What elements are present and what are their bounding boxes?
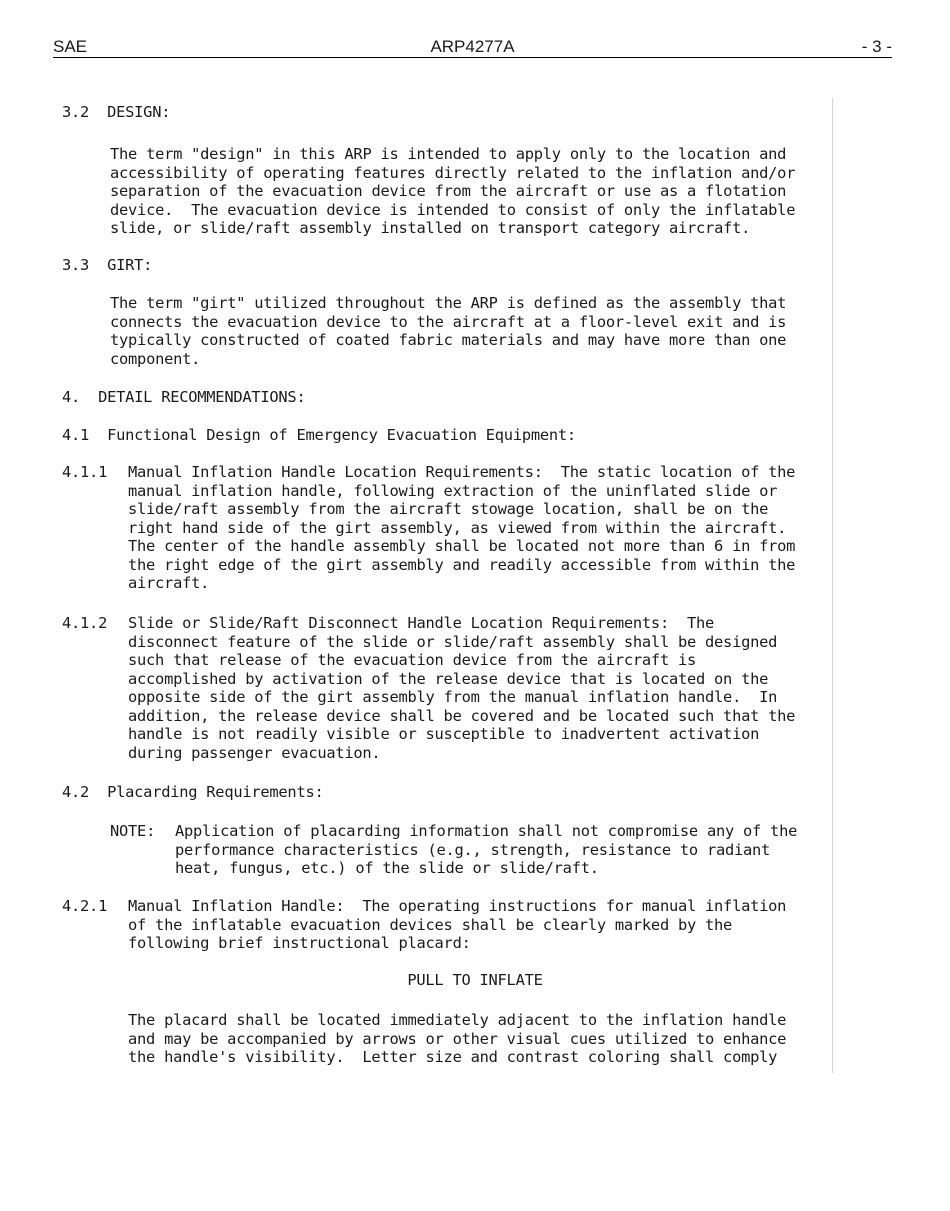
section-number: 4.2.1	[62, 897, 108, 915]
section-number: 4.	[62, 388, 81, 406]
text-line: separation of the evacuation device from the aircraft or use as a flotation	[110, 182, 787, 200]
text-line: such that release of the evacuation device from the aircraft is	[128, 651, 697, 669]
text-line: Slide or Slide/Raft Disconnect Handle Location Requirements: The	[128, 614, 715, 632]
text-line: handle is not readily visible or susceptible to inadvertent activation	[128, 725, 760, 743]
section-body	[128, 614, 795, 762]
section-3-2-body	[110, 145, 795, 238]
note-body	[175, 822, 797, 878]
placard-text: PULL TO INFLATE	[407, 971, 543, 989]
text-line: The center of the handle assembly shall be located not more than 6 in from	[128, 537, 796, 555]
text-line: Manual Inflation Handle: The operating instructions for manual inflation	[128, 897, 787, 915]
section-4-1-heading	[62, 426, 576, 445]
text-line: heat, fungus, etc.) of the slide or slide/raft.	[175, 859, 599, 877]
text-line: manual inflation handle, following extraction of the uninflated slide or	[128, 481, 778, 500]
text-line: The term "girt" utilized throughout the ARP is defined as the assembly that	[110, 294, 787, 312]
section-3-3-heading	[62, 256, 152, 275]
text-line: The placard shall be located immediately adjacent to the inflation handle	[128, 1011, 787, 1029]
text-line: Manual Inflation Handle Location Requirements: The static location of the	[128, 463, 796, 481]
text-line: typically constructed of coated fabric materials and may have more than one	[110, 331, 787, 349]
text-line: accessibility of operating features directly related to the inflation and/or	[110, 163, 796, 182]
section-body	[128, 897, 786, 953]
section-title: DESIGN:	[107, 103, 171, 121]
text-line: connects the evacuation device to the aircraft at a floor-level exit and is	[110, 312, 787, 331]
text-line: the handle's visibility. Letter size and contrast coloring shall comply	[128, 1048, 778, 1066]
section-number: 4.1.1	[62, 463, 108, 481]
text-line: and may be accompanied by arrows or other visual cues utilized to enhance	[128, 1029, 787, 1048]
text-line: during passenger evacuation.	[128, 743, 381, 762]
section-4-2-1-continuation	[128, 1011, 786, 1067]
text-line: slide, or slide/raft assembly installed on transport category aircraft.	[110, 219, 751, 237]
header-doc-number: ARP4277A	[430, 37, 515, 56]
section-body	[128, 463, 795, 593]
text-line: accomplished by activation of the release device that is located on the	[128, 669, 769, 688]
section-number: 4.1.2	[62, 614, 108, 632]
header-page-number: - 3 -	[861, 37, 892, 56]
margin-rule	[832, 98, 833, 1073]
text-line: addition, the release device shall be covered and be located such that the	[128, 706, 796, 725]
text-line: Application of placarding information shall not compromise any of the	[175, 822, 798, 840]
text-line: performance characteristics (e.g., strength, resistance to radiant	[175, 840, 771, 859]
section-title: GIRT:	[107, 256, 153, 274]
header-org: SAE	[53, 37, 88, 56]
section-number: 4.2	[62, 783, 90, 801]
text-line: following brief instructional placard:	[128, 934, 471, 952]
section-3-2-heading	[62, 103, 170, 122]
text-line: the right edge of the girt assembly and readily accessible from within the	[128, 555, 796, 574]
section-number: 3.2	[62, 103, 90, 121]
section-4-heading	[62, 388, 305, 407]
text-line: opposite side of the girt assembly from the manual inflation handle. In	[128, 688, 778, 706]
note-label: NOTE:	[110, 822, 156, 840]
text-line: right hand side of the girt assembly, as viewed from within the aircraft.	[128, 518, 787, 537]
text-line: disconnect feature of the slide or slide/raft assembly shall be designed	[128, 632, 778, 651]
text-line: slide/raft assembly from the aircraft stowage location, shall be on the	[128, 500, 769, 518]
page-header	[53, 36, 892, 58]
section-title: Functional Design of Emergency Evacuation Equipment:	[107, 426, 576, 444]
text-line: component.	[110, 349, 201, 368]
section-number: 4.1	[62, 426, 90, 444]
text-line: device. The evacuation device is intended to consist of only the inflatable	[110, 200, 796, 219]
text-line: aircraft.	[128, 574, 210, 592]
section-title: DETAIL RECOMMENDATIONS:	[98, 388, 306, 406]
text-line: The term "design" in this ARP is intended to apply only to the location and	[110, 145, 787, 163]
section-3-3-body	[110, 294, 786, 368]
text-line: of the inflatable evacuation devices shall be clearly marked by the	[128, 915, 733, 934]
section-number: 3.3	[62, 256, 90, 274]
section-4-2-heading	[62, 783, 324, 802]
section-title: Placarding Requirements:	[107, 783, 324, 801]
